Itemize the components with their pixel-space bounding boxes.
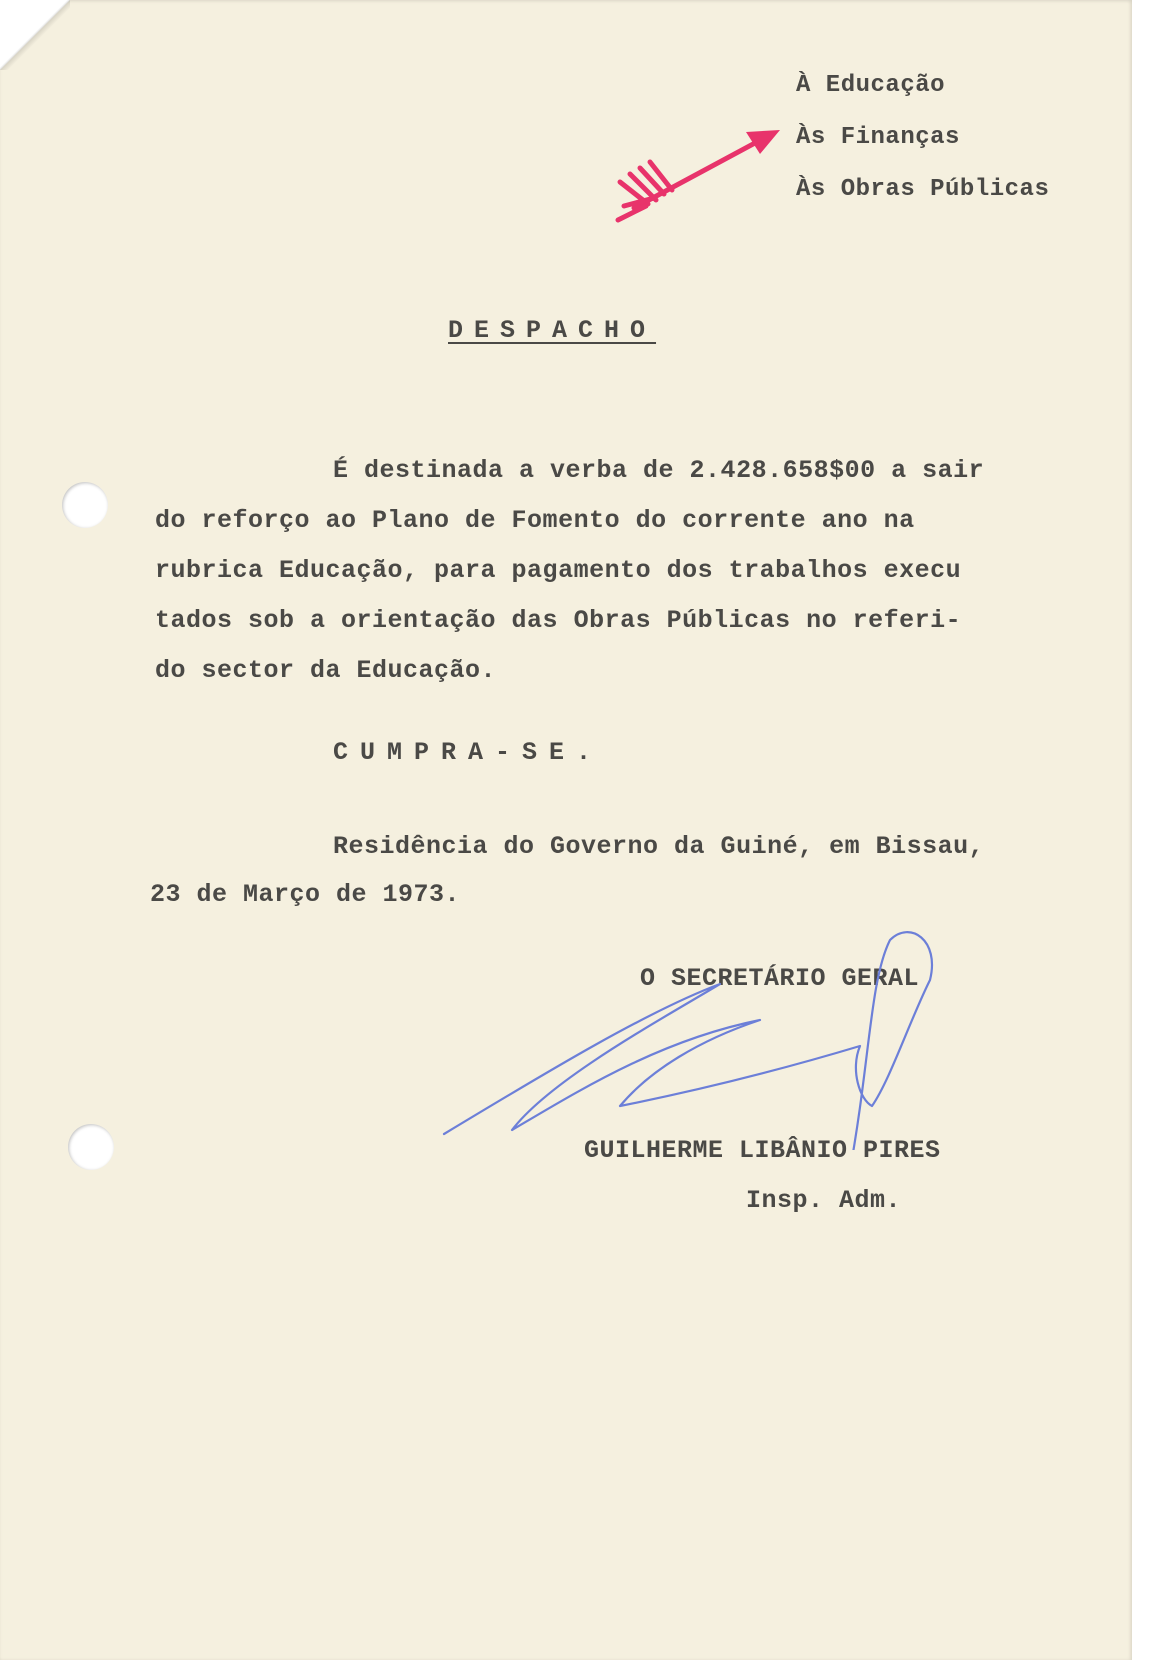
body-line-5: do sector da Educação. [155, 656, 497, 685]
document-title: DESPACHO [448, 316, 657, 345]
body-line-4: tados sob a orientação das Obras Públicas no referi- [155, 606, 962, 635]
signatory-role: O SECRETÁRIO GERAL [640, 964, 920, 993]
page-edge [1132, 0, 1152, 1660]
addressee-public-works: Às Obras Públicas [796, 176, 1050, 203]
place-line: Residência do Governo da Guiné, em Bissau, [333, 832, 985, 861]
body-line-3: rubrica Educação, para pagamento dos trabalhos execu [155, 556, 962, 585]
addressee-education: À Educação [796, 72, 946, 99]
red-arrow-stamp-icon [608, 120, 788, 230]
folded-corner-shadow [0, 0, 70, 70]
order-text: CUMPRA-SE. [333, 738, 604, 767]
punch-hole-top [62, 482, 108, 528]
addressee-finance: Às Finanças [796, 124, 960, 151]
body-line-1: É destinada a verba de 2.428.658$00 a sair [333, 456, 985, 485]
signatory-title: Insp. Adm. [746, 1186, 902, 1215]
body-line-2: do reforço ao Plano de Fomento do corrente ano na [155, 506, 915, 535]
signatory-name: GUILHERME LIBÂNIO PIRES [584, 1136, 941, 1165]
punch-hole-bottom [68, 1124, 114, 1170]
handwritten-signature [430, 920, 970, 1150]
date-line: 23 de Março de 1973. [150, 880, 461, 909]
